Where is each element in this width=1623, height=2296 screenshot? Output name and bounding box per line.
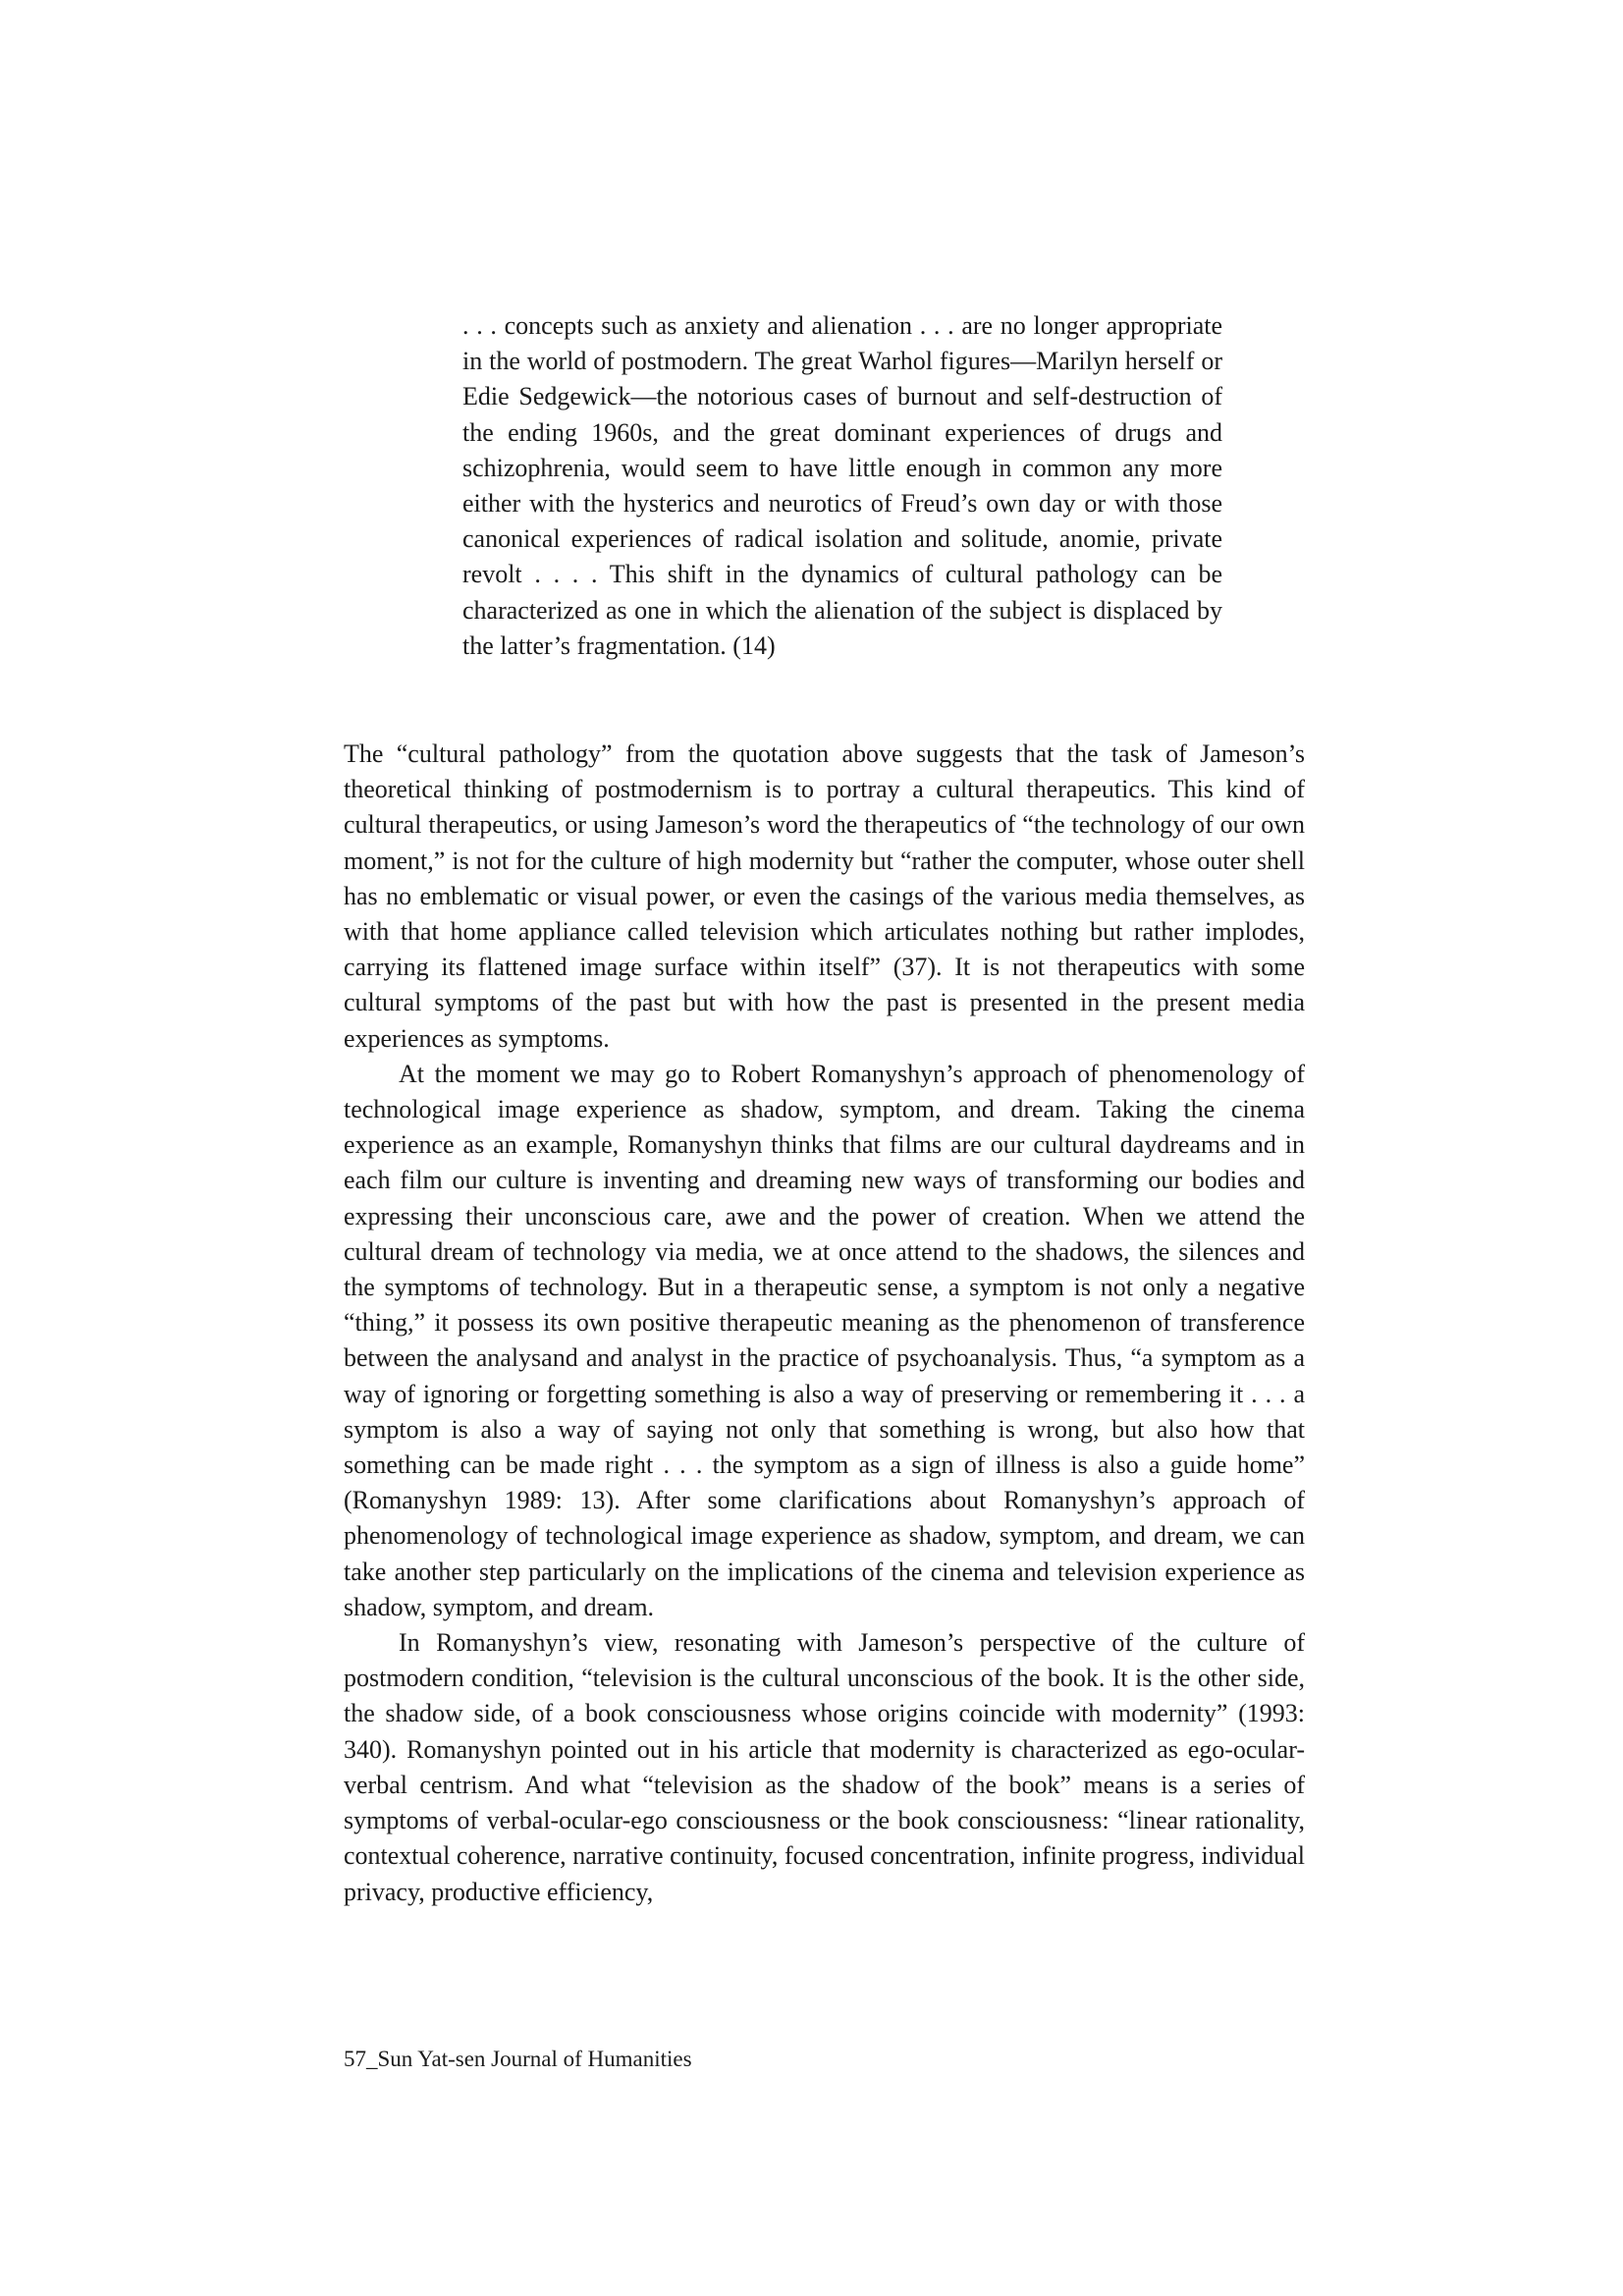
running-footer: 57_Sun Yat-sen Journal of Humanities bbox=[344, 2047, 692, 2071]
block-quote bbox=[462, 308, 1222, 664]
body-paragraph-2: At the moment we may go to Robert Romanyshyn’s approach of phenomenology of technological image experience as shadow, symptom, and dream. Taking the cinema experience as an example, Romanyshyn thinks that films are our cultural daydreams and in each film our culture is inventing and dreaming new ways of transforming our bodies and expressing their unconscious care, awe and the power of creation. When we attend the cultural dream of technology via media, we at once attend to the shadows, the silences and the symptoms of technology. But in a therapeutic sense, a symptom is not only a negative “thing,” it possess its own positive therapeutic meaning as the phenomenon of transference between the analysand and analyst in the practice of psychoanalysis. Thus, “a symptom as a way of ignoring or forgetting something is also a way of preserving or remembering it . . . a symptom is also a way of saying not only that something is wrong, but also how that something can be made right . . . the symptom as a sign of illness is also a guide home” (Romanyshyn 1989: 13). After some clarifications about Romanyshyn’s approach of phenomenology of technological image experience as shadow, symptom, and dream, we can take another step particularly on the implications of the cinema and television experience as shadow, symptom, and dream. bbox=[344, 1059, 1305, 1621]
body-paragraph-3: In Romanyshyn’s view, resonating with Jameson’s perspective of the culture of postmodern condition, “television is the cultural unconscious of the book. It is the other side, the shadow side, of a book consciousness whose origins coincide with modernity” (1993: 340). Romanyshyn pointed out in his article that modernity is characterized as ego-ocular-verbal centrism. And what “television as the shadow of the book” means is a series of symptoms of verbal-ocular-ego consciousness or the book consciousness: “linear rationality, contextual coherence, narrative continuity, focused concentration, infinite progress, individual privacy, productive efficiency, bbox=[344, 1628, 1305, 1906]
block-quote-text: . . . concepts such as anxiety and alienation . . . are no longer appropriate in the world of postmodern. The great Warhol figures—Marilyn herself or Edie Sedgewick—the notorious cases of burnout and self-destruction of the ending 1960s, and the great dominant experiences of drugs and schizophrenia, would seem to have little enough in common any more either with the hysterics and neurotics of Freud’s own day or with those canonical experiences of radical isolation and solitude, anomie, private revolt . . . . This shift in the dynamics of cultural pathology can be characterized as one in which the alienation of the subject is displaced by the latter’s fragmentation. (14) bbox=[462, 311, 1222, 660]
body-text bbox=[344, 737, 1305, 1910]
body-paragraph-1: The “cultural pathology” from the quotation above suggests that the task of Jameson’s theoretical thinking of postmodernism is to portray a cultural therapeutics. This kind of cultural therapeutics, or using Jameson’s word the therapeutics of “the technology of our own moment,” is not for the culture of high modernity but “rather the computer, whose outer shell has no emblematic or visual power, or even the casings of the various media themselves, as with that home appliance called television which articulates nothing but rather implodes, carrying its flattened image surface within itself” (37). It is not therapeutics with some cultural symptoms of the past but with how the past is presented in the present media experiences as symptoms. bbox=[344, 739, 1305, 1053]
